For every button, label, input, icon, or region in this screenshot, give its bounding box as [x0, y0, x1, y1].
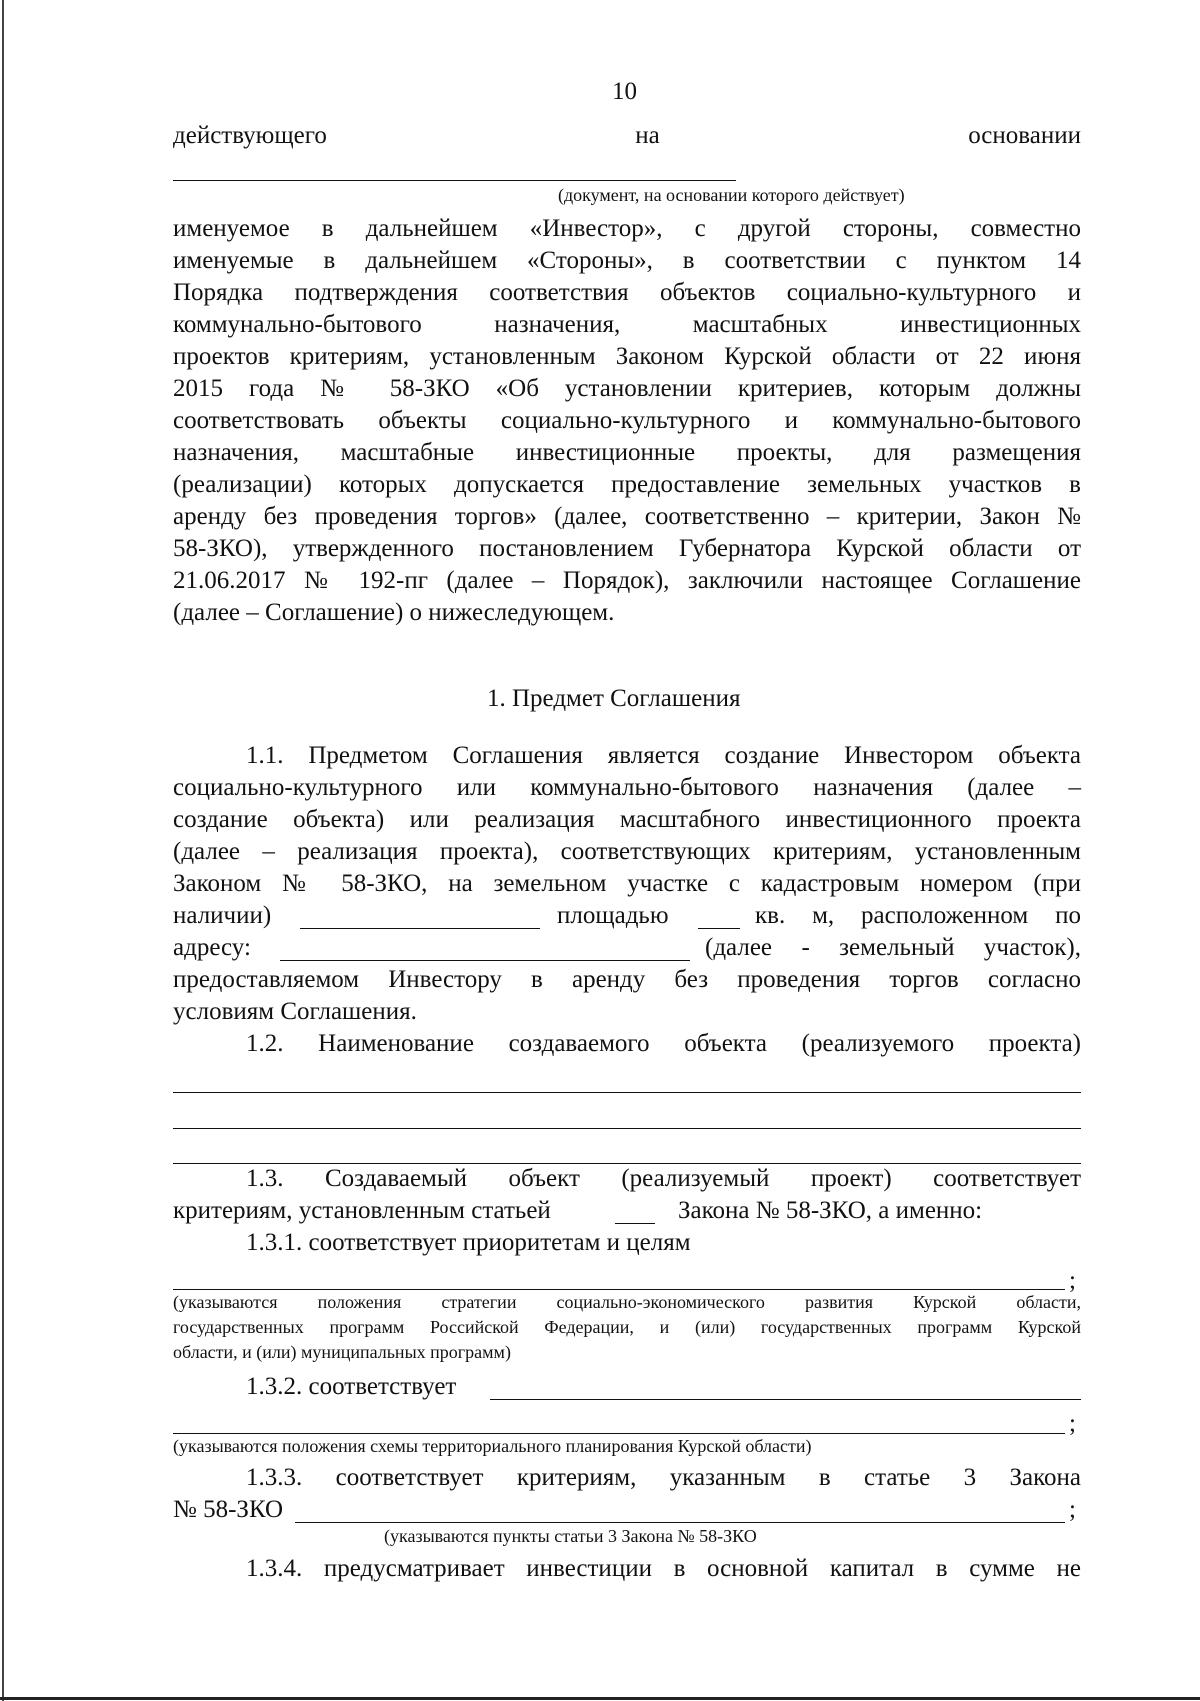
p132-text: 1.3.2. соответствует	[246, 1373, 457, 1400]
header-word-2: на	[635, 122, 660, 149]
p11-line: (далее – реализация проекта), соответствующих критериям, установленным	[173, 838, 1081, 865]
intro-line: коммунально-бытового назначения, масштабных инвестиционных	[173, 311, 1081, 338]
intro-line: 2015 года № 58-ЗКО «Об установлении критериев, которым должны	[173, 375, 1081, 402]
intro-line-last: (далее – Соглашение) о нижеследующем.	[173, 599, 615, 626]
p11-fill1-c: кв. м, расположенном по	[755, 902, 1081, 929]
intro-line: именуемое в дальнейшем «Инвестор», с другой стороны, совместно	[173, 215, 1081, 242]
p11-line: создание объекта) или реализация масштабного инвестиционного проекта	[173, 806, 1081, 833]
p11-line-last: условиям Соглашения.	[173, 998, 417, 1025]
intro-line: назначения, масштабные инвестиционные проекты, для размещения	[173, 439, 1081, 466]
p11-fill1-a: наличии)	[173, 902, 272, 929]
p131-caption-last: области, и (или) муниципальных программ)	[173, 1342, 511, 1362]
p11-line: предоставляемом Инвестору в аренду без проведения торгов согласно	[173, 966, 1081, 993]
intro-line: Порядка подтверждения соответствия объектов социально-культурного и	[173, 279, 1081, 306]
p134-text: 1.3.4. предусматривает инвестиции в основной капитал в сумме не	[246, 1555, 1081, 1582]
p13-line-2-a: критериям, установленным статьей	[173, 1197, 551, 1224]
p133-caption: (указываются пункты статьи 3 Закона № 58-ЗКО	[384, 1526, 757, 1546]
p133-semicolon: ;	[1069, 1496, 1076, 1523]
p131-caption-line: (указываются положения стратегии социально-экономического развития Курской области,	[173, 1292, 1081, 1312]
object-name-blank-2[interactable]	[173, 1128, 1081, 1129]
p11-fill2-b: (далее - земельный участок),	[705, 934, 1081, 961]
intro-line: 58-ЗКО), утвержденного постановлением Губернатора Курской области от	[173, 535, 1081, 562]
section-title: 1. Предмет Соглашения	[487, 685, 741, 712]
basis-document-blank[interactable]	[173, 180, 736, 181]
p11-fill2-a: адресу:	[173, 934, 251, 961]
p132-semicolon: ;	[1069, 1410, 1076, 1437]
law-points-blank[interactable]	[295, 1522, 1065, 1523]
p11-line: 1.1. Предметом Соглашения является создание Инвестором объекта	[246, 742, 1081, 769]
article-number-blank[interactable]	[615, 1223, 655, 1224]
area-blank[interactable]	[698, 928, 740, 929]
cadastral-number-blank[interactable]	[300, 928, 540, 929]
scan-bottom-edge	[0, 1697, 1200, 1700]
basis-document-caption: (документ, на основании которого действует)	[558, 185, 905, 205]
intro-line: (реализации) которых допускается предоставление земельных участков в	[173, 471, 1081, 498]
intro-line: именуемые в дальнейшем «Стороны», в соответствии с пунктом 14	[173, 247, 1081, 274]
scan-left-edge	[2, 0, 4, 1701]
intro-line: проектов критериям, установленным Законом Курской области от 22 июня	[173, 343, 1081, 370]
p11-line: социально-культурного или коммунально-бытового назначения (далее –	[173, 774, 1081, 801]
p132-caption: (указываются положения схемы территориального планирования Курской области)	[173, 1436, 812, 1456]
p133-line-1: 1.3.3. соответствует критериям, указанным в статье 3 Закона	[246, 1464, 1081, 1491]
object-name-blank-1[interactable]	[173, 1092, 1081, 1093]
page-number: 10	[612, 78, 637, 105]
p131-semicolon: ;	[1069, 1267, 1076, 1294]
intro-line: соответствовать объекты социально-культурного и коммунально-бытового	[173, 407, 1081, 434]
intro-line: 21.06.2017 № 192-пг (далее – Порядок), заключили настоящее Соглашение	[173, 567, 1081, 594]
intro-line: аренду без проведения торгов» (далее, соответственно – критерии, Закон №	[173, 503, 1081, 530]
header-line	[173, 120, 1081, 152]
p13-line-1: 1.3. Создаваемый объект (реализуемый проект) соответствует	[246, 1165, 1081, 1192]
p131-text: 1.3.1. соответствует приоритетам и целям	[246, 1229, 691, 1256]
p11-line: Законом № 58-ЗКО, на земельном участке с кадастровым номером (при	[173, 870, 1081, 897]
p12-text: 1.2. Наименование создаваемого объекта (реализуемого проекта)	[246, 1030, 1081, 1057]
p13-line-2-b: Закона № 58-ЗКО, а именно:	[678, 1197, 983, 1224]
address-blank[interactable]	[280, 960, 690, 961]
territorial-plan-blank-1[interactable]	[490, 1399, 1081, 1400]
header-word-1: действующего	[173, 122, 327, 149]
p11-fill1-b: площадью	[557, 902, 669, 929]
header-word-3: основании	[968, 122, 1081, 149]
p133-line-2: № 58-ЗКО	[173, 1496, 284, 1523]
p131-caption-line: государственных программ Российской Федерации, и (или) государственных программ Курской	[173, 1317, 1081, 1337]
